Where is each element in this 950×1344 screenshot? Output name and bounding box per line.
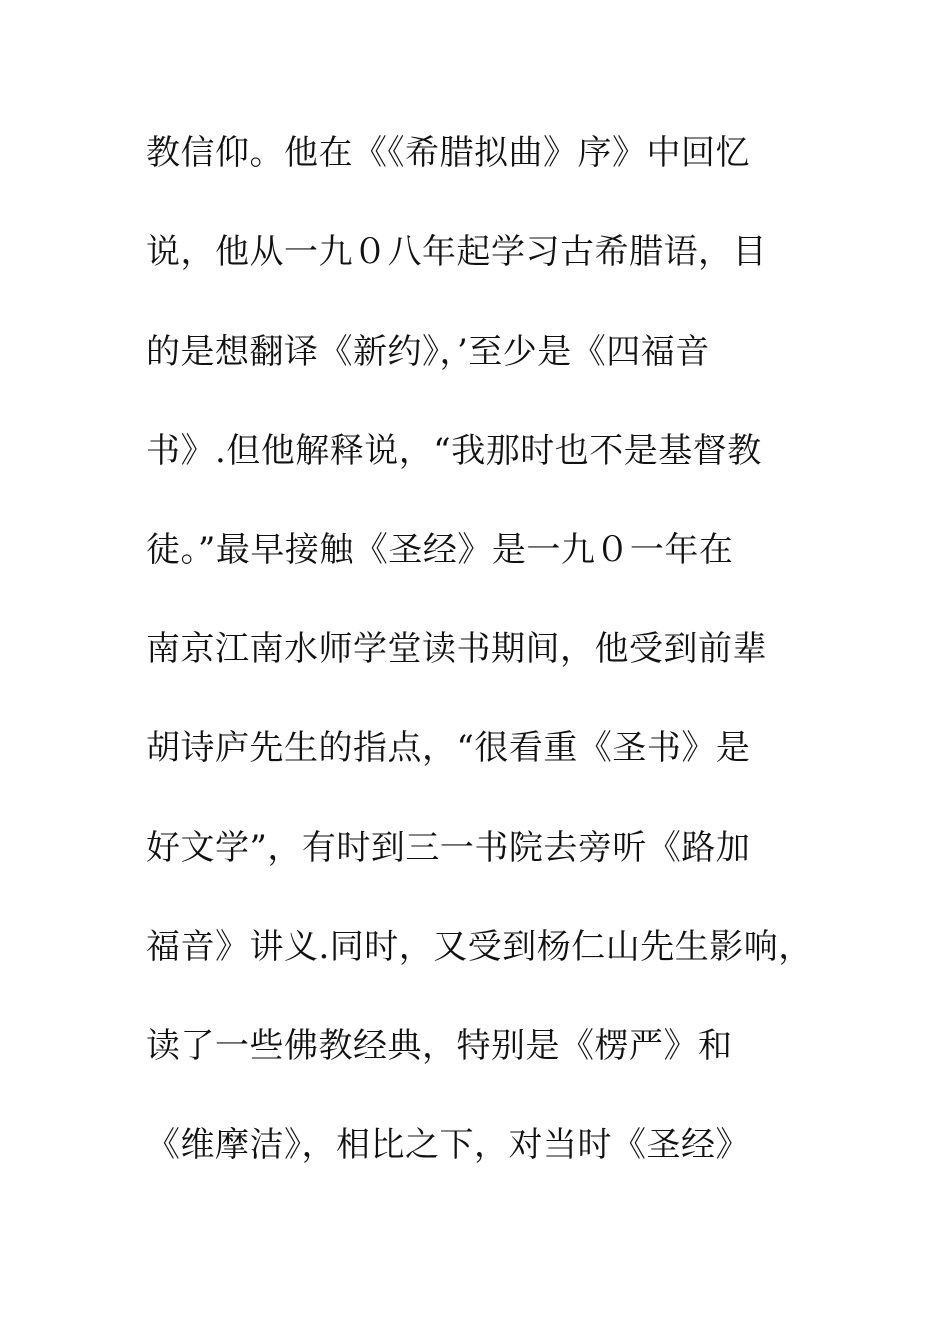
body-text-line: 徒。”最早接触《圣经》是一九０一年在 <box>146 530 734 570</box>
body-text-line: 胡诗庐先生的指点，“很看重《圣书》是 <box>146 728 751 768</box>
body-text-line: 福音》讲义.同时，又受到杨仁山先生影响， <box>146 927 813 967</box>
body-text-line: 说，他从一九０八年起学习古希腊语，目 <box>146 232 767 272</box>
body-text-line: 的是想翻译《新约》，’至少是《四福音 <box>146 332 710 372</box>
body-text-line: 好文学”，有时到三一书院去旁听《路加 <box>146 828 751 868</box>
body-text-line: 《维摩洁》，相比之下，对当时《圣经》 <box>146 1125 750 1165</box>
body-text-line: 书》.但他解释说，“我那时也不是基督教 <box>146 431 762 471</box>
body-text-line: 南京江南水师学堂读书期间，他受到前辈 <box>146 629 767 669</box>
body-text-line: 教信仰。他在《《希腊拟曲》序》中回忆 <box>146 133 750 173</box>
body-text-line: 读了一些佛教经典，特别是《楞严》和 <box>146 1026 733 1066</box>
